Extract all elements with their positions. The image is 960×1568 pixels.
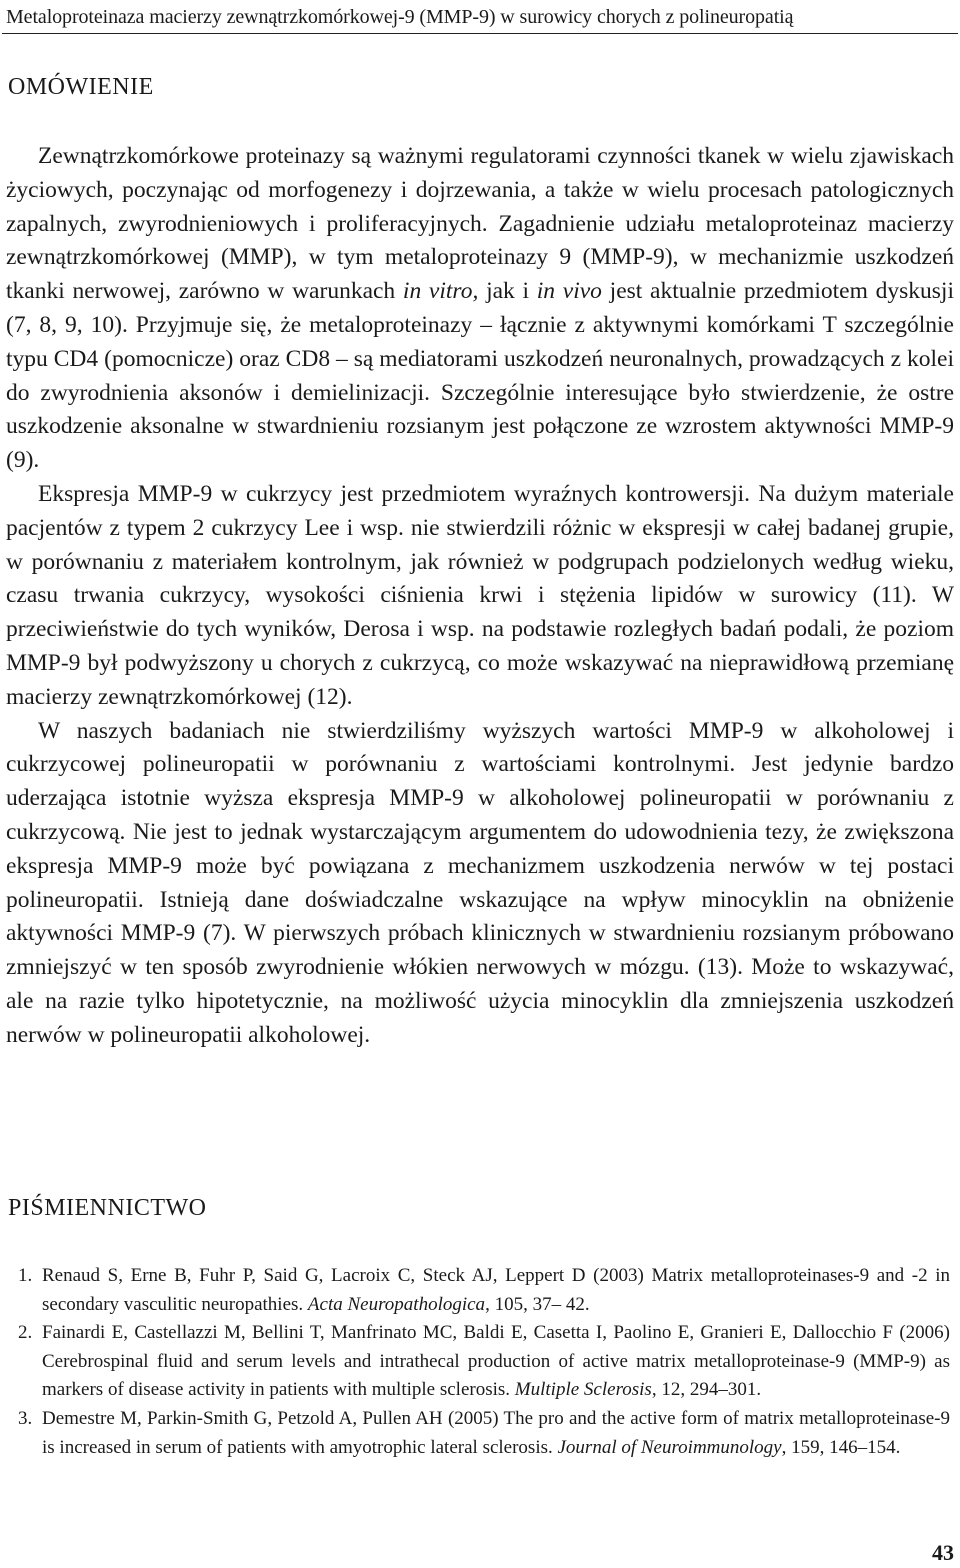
reference-number: 2. <box>18 1322 33 1344</box>
reference-journal: Journal of Neuroimmunology <box>557 1436 782 1458</box>
section-heading-references: PIŚMIENNICTWO <box>8 1195 207 1221</box>
latin-term-in-vivo: in vivo <box>536 278 602 305</box>
header-rule <box>2 33 958 34</box>
reference-item <box>6 1262 950 1319</box>
reference-text: Fainardi E, Castellazzi M, Bellini T, Manfrinato MC, Baldi E, Casetta I, Paolino E, Granieri E, Dallocchio F (2006) Cerebrospinal fluid and serum levels and intrathecal production of active matrix metalloproteinase-9 (MMP-9) as markers of disease activity in patients with multiple sclerosis. <box>42 1322 950 1401</box>
paragraph-text: jak i <box>478 278 537 305</box>
discussion-paragraph-3: W naszych badaniach nie stwierdziliśmy wyższych wartości MMP-9 w alkoholowej i cukrzycowej polineuropatii w porównaniu z wartościami kontrolnymi. Jest jedynie bardzo uderzająca istotnie wyższa ekspresja MMP-9 w alkoholowej polineuropatii w porównaniu z cukrzycową. Nie jest to jednak wystarczającym argumentem do udowodnienia tezy, że zwiększona ekspresja MMP-9 może być powiązana z mechanizmem uszkodzenia nerwów w tej postaci polineuropatii. Istnieją dane doświadczalne wskazujące na wpływ minocyklin na obniżenie aktywności MMP-9 (7). W pierwszych próbach klinicznych w stwardnieniu rozsianym próbowano zmniejszyć w ten sposób zwyrodnienie włókien nerwowych w mózgu. (13). Może to wskazywać, ale na razie tylko hipotetycznie, na możliwość użycia minocyklin dla zmniejszenia uszkodzeń nerwów w polineuropatii alkoholowej. <box>6 717 954 1048</box>
reference-journal: Acta Neuropathologica <box>307 1293 486 1315</box>
reference-number: 1. <box>18 1265 33 1286</box>
reference-item <box>6 1405 950 1462</box>
reference-journal: Multiple Sclerosis <box>514 1379 652 1401</box>
reference-text: Demestre M, Parkin-Smith G, Petzold A, Pullen AH (2005) The pro and the active form of matrix metalloproteinase-9 is increased in serum of patients with amyotrophic lateral sclerosis. <box>42 1407 950 1458</box>
section-heading-discussion: OMÓWIENIE <box>8 74 154 100</box>
discussion-paragraph-1 <box>6 140 954 478</box>
reference-tail: , 105, 37– 42. <box>485 1293 590 1315</box>
page-number: 43 <box>932 1540 954 1565</box>
reference-item <box>6 1319 950 1405</box>
paragraph-text: jest aktualnie przedmiotem dyskusji (7, 8, 9, 10). Przyjmuje się, że metaloproteinazy – łącznie z aktywnymi komórkami T szczególnie typu CD4 (pomocnicze) oraz CD8 – są mediatorami uszkodzeń neuronalnych, prowadzących z kolei do zwyrodnienia aksonów i demielinizacji. Szczególnie interesujące było stwierdzenie, że ostre uszkodzenie aksonalne w stwardnieniu rozsianym jest połączone ze wzrostem aktywności MMP-9 (9). <box>6 278 954 474</box>
reference-list <box>6 1262 950 1462</box>
running-header: Metaloproteinaza macierzy zewnątrzkomórkowej-9 (MMP-9) w surowicy chorych z polineuropatią <box>6 6 794 28</box>
reference-number: 3. <box>18 1407 33 1429</box>
reference-tail: , 159, 146–154. <box>781 1436 901 1458</box>
reference-text: Renaud S, Erne B, Fuhr P, Said G, Lacroix C, Steck AJ, Leppert D (2003) Matrix metalloproteinases-9 and -2 in secondary vasculitic neuropathies. <box>42 1265 950 1315</box>
paragraph-text: Zewnątrzkomórkowe proteinazy są ważnymi regulatorami czynności tkanek w wielu zjawiskach życiowych, poczynając od morfogenezy i dojrzewania, a także w wielu procesach patologicznych zapalnych, zwyrodnieniowych i proliferacyjnych. Zagadnienie udziału metaloproteinaz macierzy zewnątrzkomórkowej (MMP), w tym metaloproteinazy 9 (MMP-9), w mechanizmie uszkodzeń tkanki nerwowej, zarówno w warunkach <box>6 143 954 305</box>
discussion-paragraph-2: Ekspresja MMP-9 w cukrzycy jest przedmiotem wyraźnych kontrowersji. Na dużym materiale pacjentów z typem 2 cukrzycy Lee i wsp. nie stwierdzili różnic w ekspresji w całej badanej grupie, w porównaniu z materiałem kontrolnym, jak również w podgrupach podzielonych według wieku, czasu trwania cukrzycy, wysokości ciśnienia krwi i stężenia lipidów w surowicy (11). W przeciwieństwie do tych wyników, Derosa i wsp. na podstawie rozległych badań podali, że poziom MMP-9 był podwyższony u chorych z cukrzycą, co może wskazywać na nieprawidłową przemianę macierzy zewnątrzkomórkowej (12). <box>6 480 954 710</box>
reference-tail: , 12, 294–301. <box>651 1379 762 1401</box>
discussion-body <box>6 140 954 1053</box>
latin-term-in-vitro: in vitro, <box>402 278 479 305</box>
